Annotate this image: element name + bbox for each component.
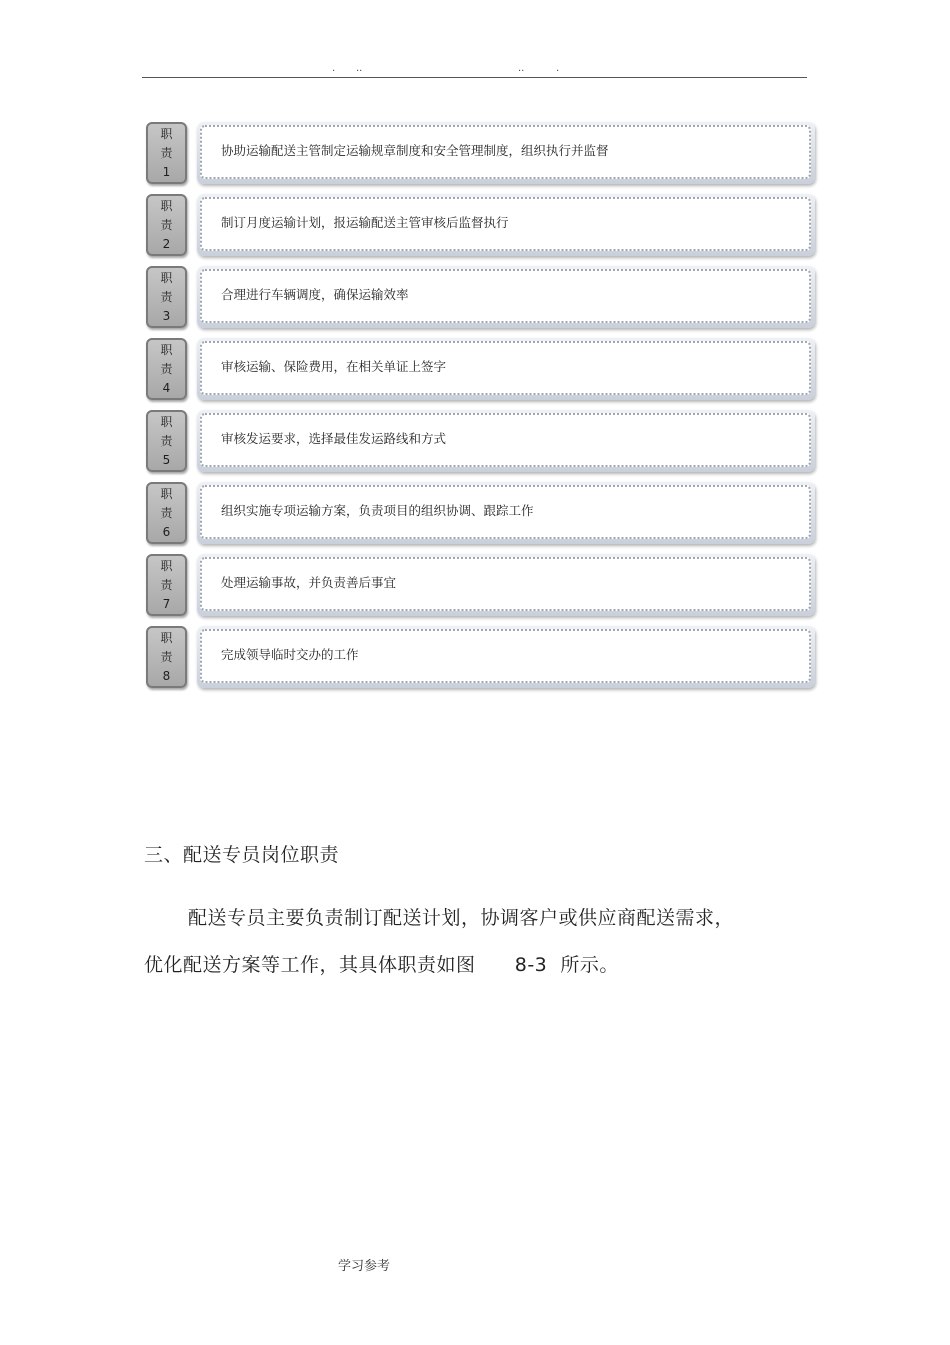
duty-tag-char: 责	[160, 505, 173, 520]
duty-box	[197, 194, 815, 256]
duty-tag-char: 责	[160, 217, 173, 232]
duty-box	[197, 554, 815, 616]
header-dots	[142, 62, 806, 78]
duty-tag	[146, 626, 187, 688]
duty-tag-number: 5	[162, 452, 171, 467]
duty-tag-number: 8	[162, 668, 171, 683]
header-dot: .	[332, 63, 336, 74]
header-dot: ..	[518, 63, 525, 74]
duty-tag-char: 责	[160, 649, 173, 664]
duty-box	[197, 410, 815, 472]
duty-text: 协助运输配送主管制定运输规章制度和安全管理制度，组织执行并监督	[200, 125, 811, 179]
duty-tag-char: 职	[160, 558, 173, 573]
duty-tag-char: 职	[160, 630, 173, 645]
duty-tag-char: 职	[160, 126, 173, 141]
header-dot: .	[556, 63, 560, 74]
duty-tag	[146, 122, 187, 184]
duty-text: 制订月度运输计划，报运输配送主管审核后监督执行	[200, 197, 811, 251]
duty-tag-char: 责	[160, 289, 173, 304]
duty-tag-number: 3	[162, 308, 171, 323]
duty-box	[197, 266, 815, 328]
duty-tag-number: 6	[162, 524, 171, 539]
duty-item	[144, 265, 819, 337]
duty-tag-char: 职	[160, 414, 173, 429]
duty-item	[144, 481, 819, 553]
duty-tag-char: 责	[160, 361, 173, 376]
duty-item	[144, 337, 819, 409]
duty-tag-number: 1	[162, 164, 171, 179]
duty-tag-char: 责	[160, 433, 173, 448]
duty-text: 审核发运要求，选择最佳发运路线和方式	[200, 413, 811, 467]
duty-tag-char: 责	[160, 145, 173, 160]
duty-item	[144, 553, 819, 625]
duty-text: 处理运输事故，并负责善后事宜	[200, 557, 811, 611]
duty-text: 审核运输、保险费用，在相关单证上签字	[200, 341, 811, 395]
section-heading: 三、配送专员岗位职责	[144, 844, 340, 866]
duty-tag-char: 职	[160, 342, 173, 357]
section-paragraph-line-2: 优化配送方案等工作，其具体职责如图 8-3 所示。	[144, 954, 619, 976]
duty-box	[197, 122, 815, 184]
duty-tag	[146, 266, 187, 328]
duty-box	[197, 338, 815, 400]
duty-box	[197, 626, 815, 688]
duty-tag	[146, 554, 187, 616]
duty-item	[144, 409, 819, 481]
duty-text: 完成领导临时交办的工作	[200, 629, 811, 683]
duty-item	[144, 193, 819, 265]
duty-tag	[146, 194, 187, 256]
duty-item	[144, 625, 819, 697]
duty-tag-number: 4	[162, 380, 171, 395]
duty-tag-char: 责	[160, 577, 173, 592]
duty-tag	[146, 482, 187, 544]
section-paragraph-line-1: 配送专员主要负责制订配送计划，协调客户或供应商配送需求，	[188, 907, 735, 929]
duty-text: 组织实施专项运输方案，负责项目的组织协调、跟踪工作	[200, 485, 811, 539]
duty-tag-number: 2	[162, 236, 171, 251]
duty-tag-char: 职	[160, 486, 173, 501]
duty-tag	[146, 338, 187, 400]
duty-text: 合理进行车辆调度，确保运输效率	[200, 269, 811, 323]
duty-item	[144, 121, 819, 193]
page-footer: 学习参考	[338, 1259, 391, 1274]
header-rule	[142, 77, 807, 78]
duty-tag-char: 职	[160, 270, 173, 285]
duty-tag-char: 职	[160, 198, 173, 213]
duty-tag-number: 7	[162, 596, 171, 611]
header-dot: ..	[356, 63, 363, 74]
duty-list	[144, 121, 819, 697]
duty-box	[197, 482, 815, 544]
duty-tag	[146, 410, 187, 472]
